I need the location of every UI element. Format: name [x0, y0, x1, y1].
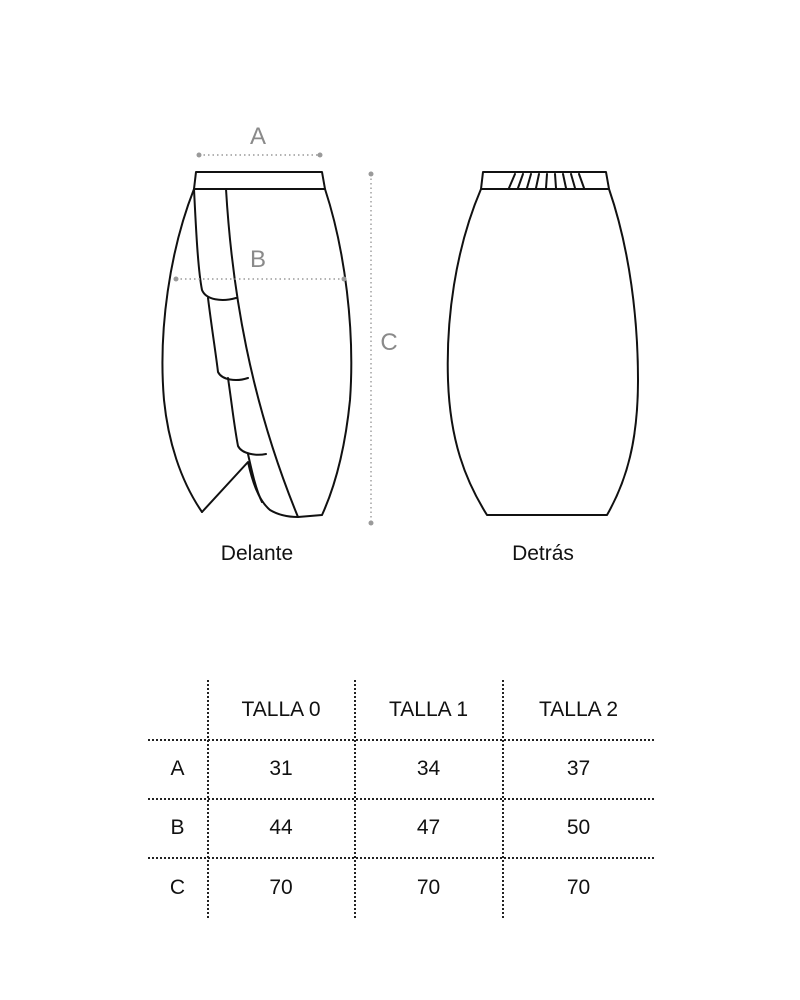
table-cell: 70	[269, 876, 293, 899]
front-diagonal-hem	[202, 462, 298, 517]
front-body-outline	[162, 189, 351, 517]
dimension-c	[369, 172, 398, 526]
front-ruffle-tier-3	[228, 378, 266, 455]
table-cell: 34	[416, 757, 441, 780]
back-body-outline	[448, 189, 638, 515]
table-cell: 47	[416, 816, 441, 839]
dimension-c-label: C	[380, 329, 398, 356]
dimension-a-label: A	[249, 123, 267, 150]
front-wrap-panel	[226, 189, 298, 517]
table-row-label: A	[170, 757, 185, 780]
front-waistband	[194, 172, 325, 189]
table-header: TALLA 0	[241, 697, 321, 721]
front-ruffle-tier-4	[248, 454, 262, 502]
size-table	[148, 680, 654, 918]
table-cell: 37	[566, 757, 591, 780]
front-view-label: Delante	[220, 542, 294, 565]
dimension-a	[197, 123, 323, 158]
front-ruffle-tier-2	[208, 298, 248, 380]
back-waistband	[481, 172, 609, 189]
dimension-b-label: B	[249, 246, 267, 273]
table-header: TALLA 1	[389, 697, 468, 721]
table-cell: 50	[566, 816, 591, 839]
back-view	[448, 172, 638, 565]
table-header: TALLA 2	[539, 697, 618, 721]
table-cell: 70	[416, 876, 441, 899]
back-elastic-gathers	[509, 174, 584, 188]
back-view-label: Detrás	[512, 542, 574, 565]
table-row-label: C	[169, 876, 186, 899]
table-cell: 70	[566, 876, 591, 899]
table-cell: 44	[269, 816, 293, 839]
table-row-label: B	[170, 816, 185, 839]
front-view	[162, 123, 397, 565]
table-cell: 31	[269, 757, 293, 780]
